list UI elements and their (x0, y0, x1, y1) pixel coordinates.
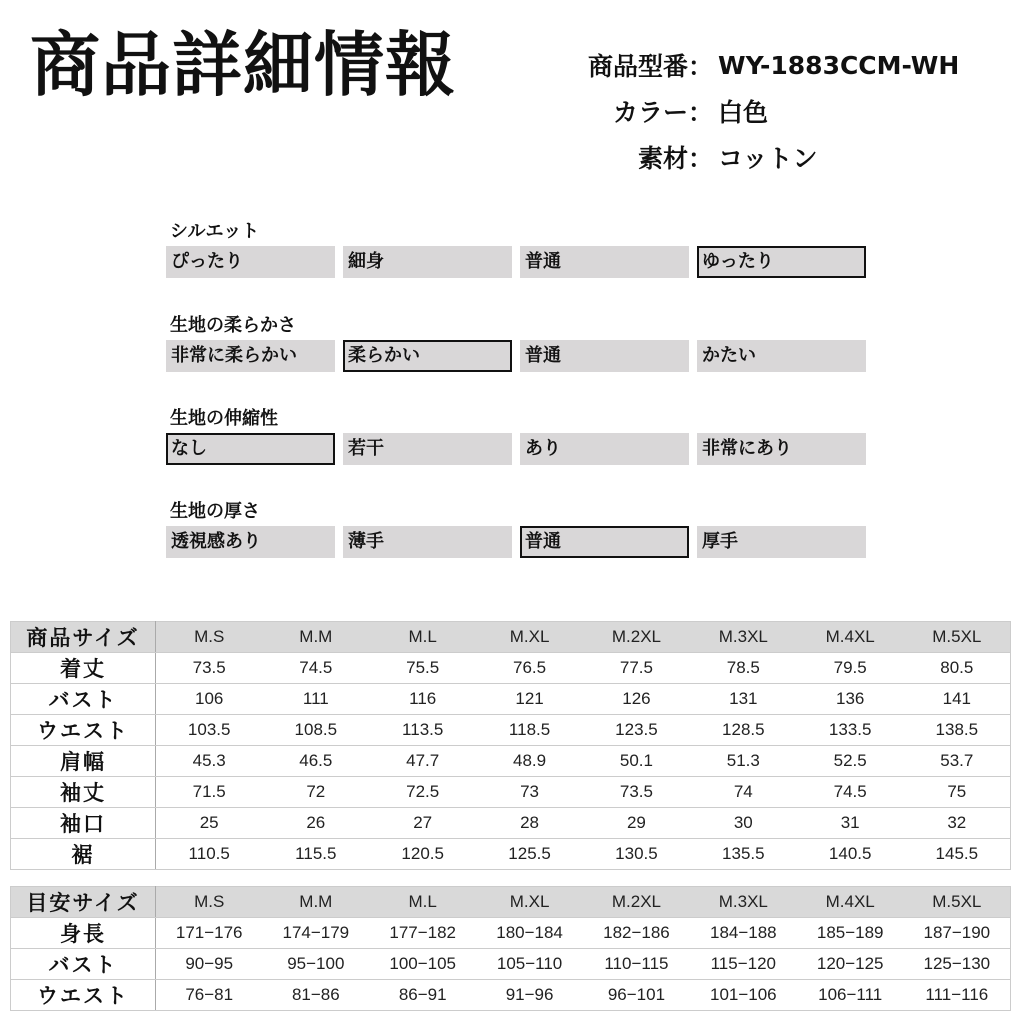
table-cell: 51.3 (690, 746, 797, 777)
table-cell: 75 (904, 777, 1011, 808)
size-header-cell: M.M (262, 622, 369, 653)
table-cell: 74.5 (797, 777, 904, 808)
table-row (11, 746, 1011, 777)
table-cell: 96−101 (583, 980, 690, 1011)
table-cell: 90−95 (156, 949, 263, 980)
table-cell: 28 (476, 808, 583, 839)
attribute-option: 細身 (343, 246, 512, 278)
attribute-option: 非常にあり (697, 433, 866, 465)
guide-size-table (10, 886, 1011, 1011)
row-label: 裾 (11, 839, 156, 870)
attribute-option: 普通 (520, 246, 689, 278)
table-cell: 120−125 (797, 949, 904, 980)
table-cell: 108.5 (262, 715, 369, 746)
table-cell: 174−179 (262, 918, 369, 949)
table-header-label: 商品サイズ (11, 622, 156, 653)
table-cell: 101−106 (690, 980, 797, 1011)
table-cell: 80.5 (904, 653, 1011, 684)
table-cell: 72 (262, 777, 369, 808)
table-cell: 76−81 (156, 980, 263, 1011)
attribute-options (166, 246, 866, 278)
table-header-label: 目安サイズ (11, 887, 156, 918)
attribute-options (166, 433, 866, 465)
table-cell: 105−110 (476, 949, 583, 980)
table-cell: 45.3 (156, 746, 263, 777)
size-header-cell: M.5XL (904, 622, 1011, 653)
table-cell: 184−188 (690, 918, 797, 949)
size-header-cell: M.M (262, 887, 369, 918)
table-cell: 73.5 (156, 653, 263, 684)
size-header-cell: M.2XL (583, 622, 690, 653)
row-label: バスト (11, 949, 156, 980)
table-cell: 46.5 (262, 746, 369, 777)
attribute-silhouette (166, 218, 866, 278)
attribute-option-selected: ゆったり (697, 246, 866, 278)
attribute-option: あり (520, 433, 689, 465)
table-header-row (11, 622, 1011, 653)
table-cell: 50.1 (583, 746, 690, 777)
table-cell: 115.5 (262, 839, 369, 870)
table-cell: 77.5 (583, 653, 690, 684)
table-cell: 138.5 (904, 715, 1011, 746)
size-header-cell: M.XL (476, 887, 583, 918)
table-row (11, 777, 1011, 808)
table-cell: 71.5 (156, 777, 263, 808)
table-row (11, 980, 1011, 1011)
table-cell: 135.5 (690, 839, 797, 870)
attribute-option: かたい (697, 340, 866, 372)
size-header-cell: M.2XL (583, 887, 690, 918)
table-row (11, 653, 1011, 684)
attribute-stretch (166, 405, 866, 465)
row-label: 袖丈 (11, 777, 156, 808)
table-cell: 76.5 (476, 653, 583, 684)
table-cell: 133.5 (797, 715, 904, 746)
table-cell: 79.5 (797, 653, 904, 684)
table-cell: 120.5 (369, 839, 476, 870)
table-cell: 116 (369, 684, 476, 715)
table-cell: 48.9 (476, 746, 583, 777)
table-cell: 106 (156, 684, 263, 715)
table-cell: 121 (476, 684, 583, 715)
attribute-option-selected: 普通 (520, 526, 689, 558)
table-cell: 31 (797, 808, 904, 839)
table-cell: 32 (904, 808, 1011, 839)
attribute-option: 透視感あり (166, 526, 335, 558)
table-cell: 111−116 (904, 980, 1011, 1011)
table-row (11, 839, 1011, 870)
product-info (500, 42, 959, 180)
table-cell: 187−190 (904, 918, 1011, 949)
info-colon: ： (688, 98, 714, 127)
table-cell: 125.5 (476, 839, 583, 870)
attribute-options (166, 526, 866, 558)
table-cell: 110.5 (156, 839, 263, 870)
attribute-option-selected: 柔らかい (343, 340, 512, 372)
page-title: 商品詳細情報 (30, 24, 456, 106)
row-label: 肩幅 (11, 746, 156, 777)
table-cell: 131 (690, 684, 797, 715)
attribute-option: 若干 (343, 433, 512, 465)
table-row (11, 949, 1011, 980)
info-row-model (500, 42, 959, 88)
table-cell: 185−189 (797, 918, 904, 949)
table-cell: 110−115 (583, 949, 690, 980)
product-size-table-body (11, 622, 1011, 870)
attribute-option-selected: なし (166, 433, 335, 465)
table-cell: 72.5 (369, 777, 476, 808)
table-cell: 81−86 (262, 980, 369, 1011)
info-label: 素材 (637, 144, 688, 173)
info-colon: ： (688, 52, 714, 81)
info-value: コットン (718, 144, 818, 173)
table-cell: 26 (262, 808, 369, 839)
attribute-option: 厚手 (697, 526, 866, 558)
table-cell: 74.5 (262, 653, 369, 684)
product-size-table (10, 621, 1011, 870)
table-cell: 182−186 (583, 918, 690, 949)
table-row (11, 715, 1011, 746)
table-cell: 53.7 (904, 746, 1011, 777)
table-cell: 128.5 (690, 715, 797, 746)
table-cell: 171−176 (156, 918, 263, 949)
table-row (11, 684, 1011, 715)
row-label: 袖口 (11, 808, 156, 839)
table-cell: 180−184 (476, 918, 583, 949)
info-value: 白色 (718, 98, 769, 127)
table-cell: 113.5 (369, 715, 476, 746)
row-label: 着丈 (11, 653, 156, 684)
table-cell: 145.5 (904, 839, 1011, 870)
table-cell: 86−91 (369, 980, 476, 1011)
size-header-cell: M.L (369, 887, 476, 918)
table-cell: 125−130 (904, 949, 1011, 980)
size-header-cell: M.5XL (904, 887, 1011, 918)
size-header-cell: M.3XL (690, 887, 797, 918)
attribute-title: 生地の伸縮性 (170, 408, 278, 429)
table-cell: 103.5 (156, 715, 263, 746)
size-header-cell: M.S (156, 622, 263, 653)
attribute-softness (166, 312, 866, 372)
attribute-option: 非常に柔らかい (166, 340, 335, 372)
table-cell: 111 (262, 684, 369, 715)
table-cell: 75.5 (369, 653, 476, 684)
info-row-color (500, 88, 959, 134)
table-cell: 52.5 (797, 746, 904, 777)
row-label: 身長 (11, 918, 156, 949)
info-label: 商品型番 (587, 52, 688, 81)
table-cell: 106−111 (797, 980, 904, 1011)
table-cell: 74 (690, 777, 797, 808)
size-header-cell: M.S (156, 887, 263, 918)
table-header-row (11, 887, 1011, 918)
table-cell: 177−182 (369, 918, 476, 949)
attribute-title: 生地の厚さ (170, 501, 260, 522)
table-cell: 47.7 (369, 746, 476, 777)
attribute-option: 薄手 (343, 526, 512, 558)
info-row-material (500, 134, 959, 180)
table-cell: 95−100 (262, 949, 369, 980)
table-cell: 29 (583, 808, 690, 839)
size-header-cell: M.L (369, 622, 476, 653)
guide-size-table-body (11, 887, 1011, 1011)
table-row (11, 918, 1011, 949)
table-cell: 73.5 (583, 777, 690, 808)
table-cell: 73 (476, 777, 583, 808)
table-cell: 136 (797, 684, 904, 715)
table-row (11, 808, 1011, 839)
table-cell: 140.5 (797, 839, 904, 870)
info-colon: ： (688, 144, 714, 173)
table-cell: 118.5 (476, 715, 583, 746)
attribute-option: 普通 (520, 340, 689, 372)
table-cell: 91−96 (476, 980, 583, 1011)
attribute-options (166, 340, 866, 372)
info-value: WY-1883CCM-WH (718, 50, 960, 80)
row-label: ウエスト (11, 980, 156, 1011)
table-cell: 141 (904, 684, 1011, 715)
attribute-title: 生地の柔らかさ (170, 315, 296, 336)
row-label: ウエスト (11, 715, 156, 746)
row-label: バスト (11, 684, 156, 715)
table-cell: 100−105 (369, 949, 476, 980)
attribute-thickness (166, 498, 866, 558)
info-label: カラー (612, 98, 688, 127)
table-cell: 130.5 (583, 839, 690, 870)
attribute-title: シルエット (170, 221, 260, 242)
table-cell: 27 (369, 808, 476, 839)
table-cell: 126 (583, 684, 690, 715)
table-cell: 78.5 (690, 653, 797, 684)
table-cell: 25 (156, 808, 263, 839)
table-cell: 123.5 (583, 715, 690, 746)
attribute-option: ぴったり (166, 246, 335, 278)
size-header-cell: M.4XL (797, 622, 904, 653)
size-header-cell: M.XL (476, 622, 583, 653)
table-cell: 30 (690, 808, 797, 839)
size-header-cell: M.4XL (797, 887, 904, 918)
size-header-cell: M.3XL (690, 622, 797, 653)
table-cell: 115−120 (690, 949, 797, 980)
